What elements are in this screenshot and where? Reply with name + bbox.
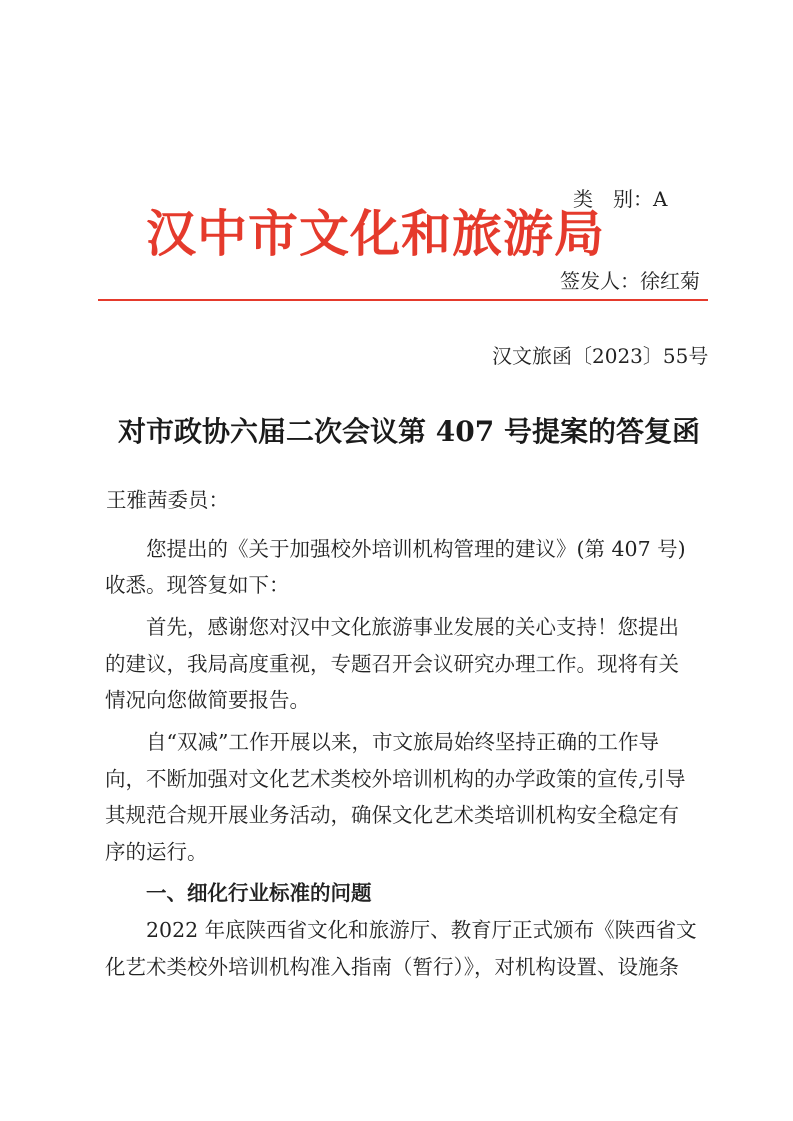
body-line: 序的运行。: [105, 840, 208, 864]
body-line: 向，不断加强对文化艺术类校外培训机构的办学政策的宣传,引导: [105, 767, 686, 791]
issuer-label: 签发人：徐红菊: [560, 269, 700, 293]
document-title: 对市政协六届二次会议第 407 号提案的答复函: [118, 415, 700, 448]
body-line: 其规范合规开展业务活动，确保文化艺术类培训机构安全稳定有: [105, 803, 679, 827]
body-line: 情况向您做简要报告。: [105, 688, 310, 712]
body-line: 2022 年底陕西省文化和旅游厅、教育厅正式颁布《陕西省文: [146, 918, 697, 942]
body-line: 首先，感谢您对汉中文化旅游事业发展的关心支持！您提出: [146, 615, 679, 639]
body-line: 收悉。现答复如下：: [105, 573, 290, 597]
body-line: 的建议，我局高度重视，专题召开会议研究办理工作。现将有关: [105, 652, 679, 676]
document-number: 汉文旅函〔2023〕55号: [492, 344, 709, 368]
body-line: 化艺术类校外培训机构准入指南（暂行）》，对机构设置、设施条: [105, 955, 679, 979]
body-line: 您提出的《关于加强校外培训机构管理的建议》(第 407 号): [146, 537, 686, 561]
category-label: 类 别：A: [573, 187, 668, 211]
body-line: 自“双减”工作开展以来，市文旅局始终坚持正确的工作导: [146, 730, 659, 754]
header-divider: [98, 299, 708, 301]
section-heading: 一、细化行业标准的问题: [146, 881, 372, 905]
salutation: 王雅茜委员：: [106, 488, 229, 512]
organization-title: 汉中市文化和旅游局: [146, 204, 605, 263]
